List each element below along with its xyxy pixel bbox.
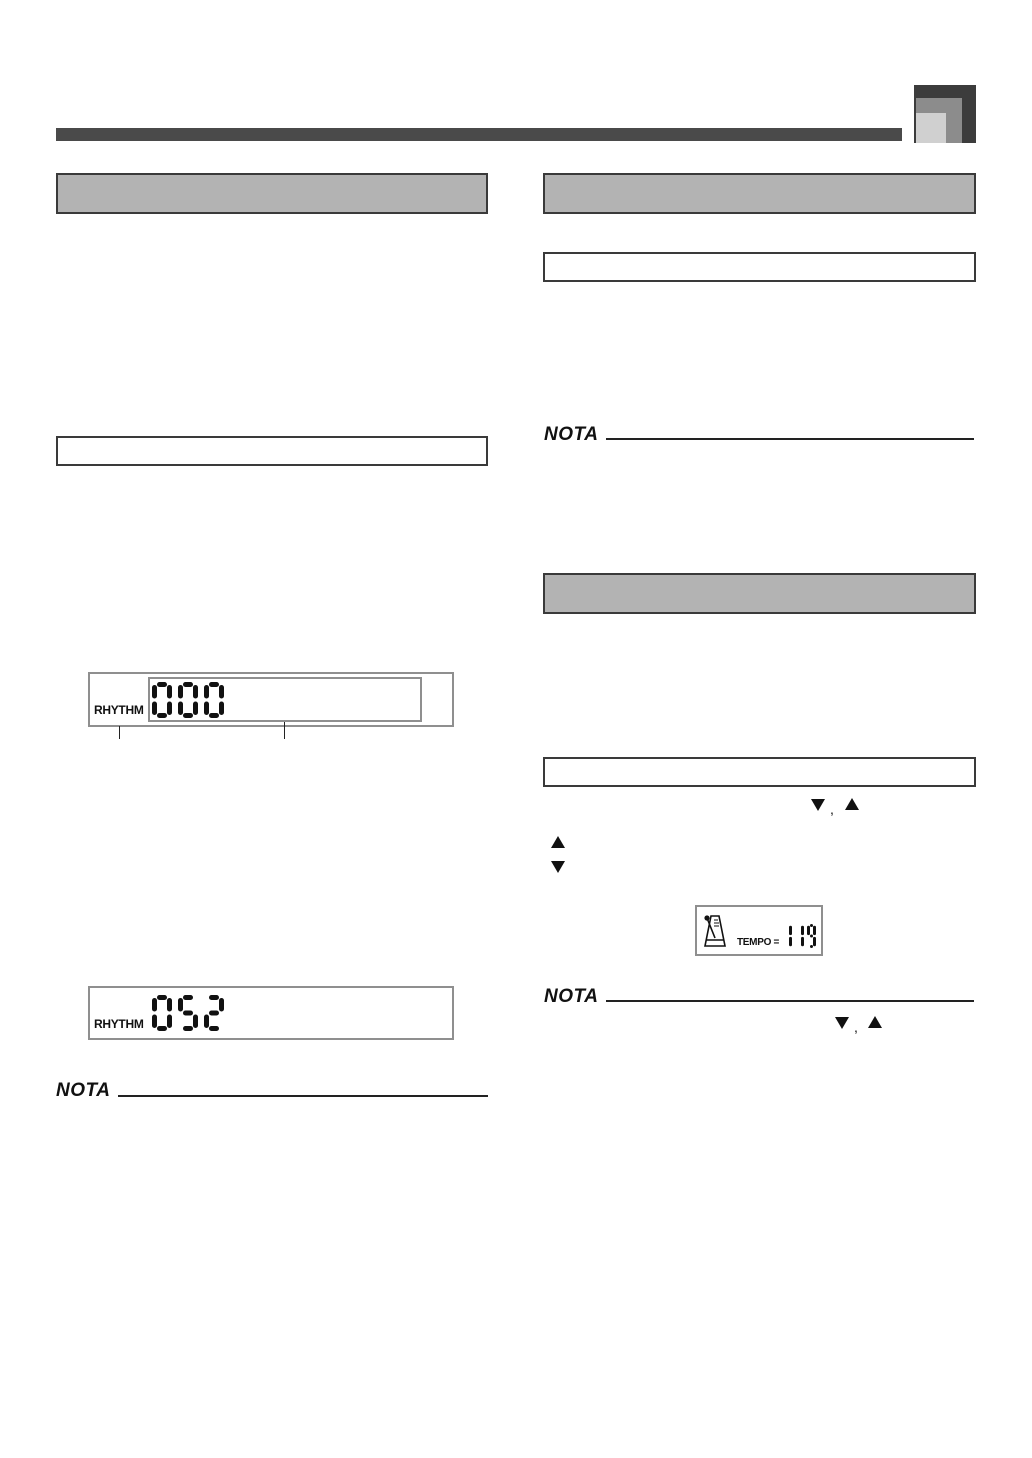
symbol-separator: , xyxy=(854,1019,858,1035)
header-rule xyxy=(56,128,902,141)
nota-rule-right-1 xyxy=(606,438,974,440)
segment-c xyxy=(789,937,792,946)
segment-d xyxy=(209,713,219,718)
nota-heading-left: NOTA xyxy=(56,1080,111,1101)
segment-e xyxy=(152,1015,157,1029)
segment-d xyxy=(183,1026,193,1031)
nota-heading-right-1: NOTA xyxy=(544,424,599,445)
right-subsection-header-1 xyxy=(543,252,976,282)
segment-b xyxy=(193,685,198,699)
callout-line-right xyxy=(284,722,285,739)
segment-a xyxy=(183,682,193,687)
segment-e xyxy=(204,702,209,716)
tempo-display xyxy=(695,905,823,956)
right-section-header-2 xyxy=(543,573,976,614)
segment-b xyxy=(813,926,816,935)
segment-a xyxy=(209,995,219,1000)
left-subsection-header xyxy=(56,436,488,466)
nota-rule-left xyxy=(118,1095,488,1097)
segment-a xyxy=(157,682,167,687)
up-button-icon xyxy=(551,836,565,848)
segment-g xyxy=(810,935,813,938)
nota-rule-right-2 xyxy=(606,1000,974,1002)
segment-b xyxy=(219,685,224,699)
tempo-number-119 xyxy=(783,924,819,950)
rhythm-number-052 xyxy=(152,995,232,1033)
rhythm-display-000 xyxy=(88,672,454,727)
segment-c xyxy=(813,937,816,946)
segment-c xyxy=(193,702,198,716)
segment-f xyxy=(152,998,157,1012)
up-button-icon xyxy=(868,1016,882,1028)
segment-d xyxy=(183,713,193,718)
symbol-separator: , xyxy=(830,801,834,817)
down-button-icon xyxy=(835,1017,849,1029)
left-section-header xyxy=(56,173,488,214)
segment-b xyxy=(219,998,224,1012)
segment-b xyxy=(789,926,792,935)
corner-tab-mark xyxy=(914,85,976,143)
right-section-header-1 xyxy=(543,173,976,214)
segment-a xyxy=(183,995,193,1000)
segment-d xyxy=(157,1026,167,1031)
rhythm-number-000 xyxy=(152,682,232,720)
segment-f xyxy=(178,998,183,1012)
segment-f xyxy=(178,685,183,699)
segment-a xyxy=(810,924,813,927)
callout-line-left xyxy=(119,726,120,739)
rhythm-display-052 xyxy=(88,986,454,1040)
segment-b xyxy=(167,685,172,699)
nota-heading-right-2: NOTA xyxy=(544,986,599,1007)
segment-c xyxy=(193,1015,198,1029)
up-button-icon xyxy=(845,798,859,810)
segment-f xyxy=(152,685,157,699)
segment-c xyxy=(167,702,172,716)
down-button-icon xyxy=(811,799,825,811)
right-subsection-header-2 xyxy=(543,757,976,787)
segment-f xyxy=(807,926,810,935)
segment-g xyxy=(209,1011,219,1016)
segment-f xyxy=(204,685,209,699)
segment-e xyxy=(152,702,157,716)
segment-d xyxy=(209,1026,219,1031)
segment-g xyxy=(183,1011,193,1016)
rhythm-label: RHYTHM xyxy=(94,1017,144,1031)
segment-b xyxy=(167,998,172,1012)
segment-a xyxy=(157,995,167,1000)
metronome-icon xyxy=(703,912,727,950)
tempo-label: TEMPO = xyxy=(737,937,780,948)
segment-e xyxy=(178,702,183,716)
rhythm-label: RHYTHM xyxy=(94,703,144,717)
segment-c xyxy=(801,937,804,946)
segment-e xyxy=(204,1015,209,1029)
segment-c xyxy=(167,1015,172,1029)
segment-d xyxy=(157,713,167,718)
segment-a xyxy=(209,682,219,687)
segment-c xyxy=(219,702,224,716)
segment-b xyxy=(801,926,804,935)
segment-d xyxy=(810,945,813,948)
down-button-icon xyxy=(551,861,565,873)
